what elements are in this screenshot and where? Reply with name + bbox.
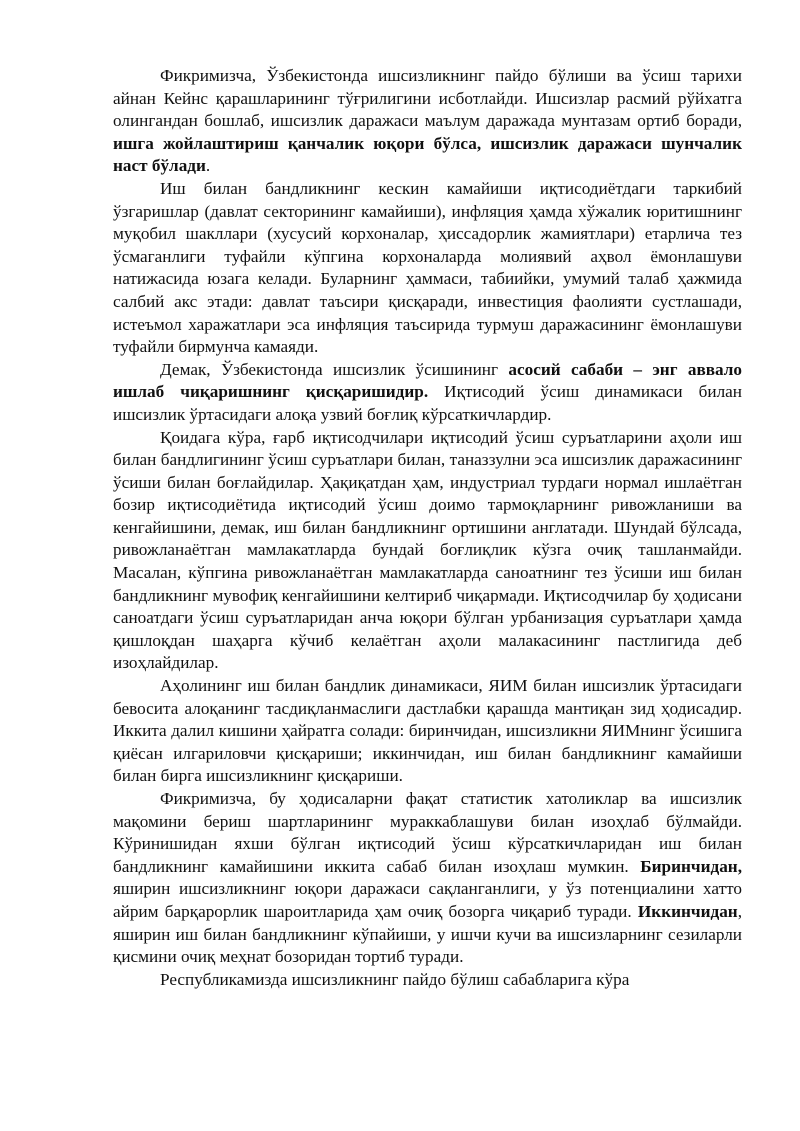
paragraph-bold-text: Биринчидан, xyxy=(640,856,742,876)
paragraph-text: Иқтисодий ўсиш динамикаси билан ишсизлик ўртасидаги алоқа узвий боғлиқ кўрсаткичлардир. xyxy=(113,382,742,424)
paragraph-text: Қоидага кўра, ғарб иқтисодчилари иқтисодий ўсиш суръатларини аҳоли иш билан бандлигининг ўсиш суръатлари билан, таназзулни эса ишсизлик даражасининг ўсиши билан боғлайдилар. Ҳақиқатдан ҳам, индустриал турдаги нормал ишлаётган бозир иқтисодиётида иқтисодий ўсиш доимо тармоқларнинг ривожланиши ва кенгайишини, демак, иш билан бандликнинг ортишини англатади. Шундай бўлсада, ривожланаётган мамлакатларда бундай боғлиқлик кўзга очиқ ташланмайди. Масалан, кўпгина ривожланаётган мамлакатларда саноатнинг тез ўсиши иш билан бандликнинг мувофиқ кенгайишини келтириб чиқармади. Иқтисодчилар бу ҳодисани саноатдаги ўсиш суръатларидан анча юқори бўлган урбанизация суръатлари ҳамда қишлоқдан шаҳарга кўчиб келаётган аҳоли малакасининг пастлигида деб изоҳлайдилар. xyxy=(113,427,742,673)
paragraph xyxy=(113,359,742,427)
paragraph-text: яширин ишсизликнинг юқори даражаси сақланганлиги, у ўз потенциалини хатто айрим барқарорлик шароитларида ҳам очиқ бозорга чиқариб туради. xyxy=(113,879,742,921)
paragraph xyxy=(113,427,742,676)
paragraph-text: Иш билан бандликнинг кескин камайиши иқтисодиётдаги таркибий ўзгаришлар (давлат секторининг камайиши), инфляция ҳамда хўжалик юритишнинг муқобил шакллари (хусусий корхоналар, ҳиссадорлик жамиятлари) етарлича тез ўсмаганлиги туфайли кўпгина корхоналарда молиявий аҳвол ёмонлашуви натижасида юзага келади. Буларнинг ҳаммаси, табиийки, умумий талаб ҳажмида салбий акс этади: давлат таъсири қисқаради, инвестиция фаолияти сустлашади, истеъмол харажатлари эса инфляция таъсирида турмуш даражасининг ёмонлашуви туфайли бирмунча камаяди. xyxy=(113,178,742,357)
paragraph-text: , яширин иш билан бандликнинг кўпайиши, у ишчи кучи ва ишсизларнинг сезиларли қисмини очиқ меҳнат бозоридан тортиб туради. xyxy=(113,901,742,967)
paragraph-bold-text: Иккинчидан xyxy=(637,901,738,921)
paragraph-text: . xyxy=(205,156,211,176)
document-page xyxy=(113,65,742,991)
paragraph xyxy=(113,178,742,359)
paragraph xyxy=(113,788,742,969)
paragraph-text: Фикримизча, бу ҳодисаларни фақат статистик хатоликлар ва ишсизлик мақомини бериш шартларининг мураккаблашуви билан изоҳлаб бўлмайди. Кўринишидан яхши бўлган иқтисодий ўсиш кўрсаткичларидан иш билан бандликнинг камайишини иккита сабаб билан изоҳлаш мумкин. xyxy=(113,789,742,876)
paragraph-bold-text: асосий сабаби – энг аввало ишлаб чиқаришнинг қисқаришидир. xyxy=(113,359,742,402)
paragraph-text: Республикамизда ишсизликнинг пайдо бўлиш сабабларига кўра xyxy=(160,969,630,989)
paragraph xyxy=(113,969,742,992)
paragraph-text: Фикримизча, Ўзбекистонда ишсизликнинг пайдо бўлиши ва ўсиш тарихи айнан Кейнс қарашларининг тўғрилигини исботлайди. Ишсизлар расмий рўйхатга олингандан бошлаб, ишсизлик даражаси маълум даражада мунтазам ортиб боради, xyxy=(113,66,742,131)
paragraph-text: Аҳолининг иш билан бандлик динамикаси, ЯИМ билан ишсизлик ўртасидаги бевосита алоқанинг тасдиқланмаслиги дастлабки қарашда мантиқан зид ҳодисадир. Иккита далил кишини ҳайратга солади: биринчидан, ишсизликни ЯИМнинг ўсишига қиёсан илгариловчи қисқариши; иккинчидан, иш билан бандликнинг камайиши билан бирга ишсизликнинг қисқариши. xyxy=(113,676,742,786)
paragraph xyxy=(113,65,742,178)
paragraph-bold-text: ишга жойлаштириш қанчалик юқори бўлса, ишсизлик даражаси шунчалик наст бўлади xyxy=(113,133,742,176)
paragraph-text: Демак, Ўзбекистонда ишсизлик ўсишининг xyxy=(160,359,509,379)
paragraph xyxy=(113,675,742,788)
